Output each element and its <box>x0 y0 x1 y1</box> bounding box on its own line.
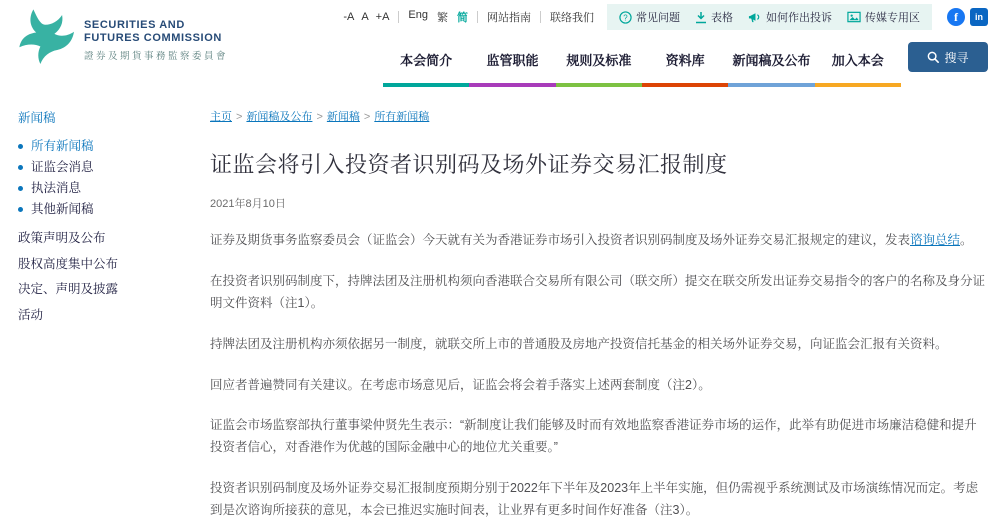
breadcrumb-link[interactable]: 新闻稿及公布 <box>246 111 313 123</box>
facebook-icon[interactable]: f <box>947 8 965 26</box>
breadcrumb-separator: > <box>236 111 243 123</box>
main-nav <box>383 40 901 87</box>
nav-item-规则及标准[interactable]: 规则及标准 <box>556 40 642 87</box>
language-option[interactable]: Eng <box>408 9 428 21</box>
nav-item-新闻稿及公布[interactable]: 新闻稿及公布 <box>728 40 814 87</box>
search-button[interactable] <box>908 42 988 72</box>
quick-link-如何作出投诉[interactable] <box>748 9 832 25</box>
sidebar-item-所有新闻稿[interactable]: 所有新闻稿 <box>18 136 198 157</box>
brand-name-line2: FUTURES COMMISSION <box>84 32 222 44</box>
article-date: 2021年8月10日 <box>210 198 286 210</box>
sidebar-item-证监会消息[interactable]: 证监会消息 <box>18 157 198 178</box>
nav-item-监管职能[interactable]: 监管职能 <box>469 40 555 87</box>
breadcrumb-separator: > <box>363 111 371 123</box>
article-body <box>210 230 988 522</box>
quick-link-传媒专用区[interactable] <box>847 9 920 25</box>
sidebar-links <box>18 226 198 328</box>
paragraph-text: 证券及期货事务监察委员会（证监会）今天就有关为香港证券市场引入投资者识别码制度及场外证券交易汇报规定的建议，发表 <box>210 233 911 247</box>
breadcrumb-separator: > <box>316 111 323 123</box>
utility-bar <box>343 5 988 29</box>
article-paragraph: 持牌法团及注册机构亦须依据另一制度，就联交所上市的普通股及房地产投资信托基金的相关场外证券交易，向证监会汇报有关资料。 <box>210 336 948 351</box>
quick-link-常见问题[interactable] <box>619 9 680 25</box>
megaphone-icon <box>748 11 762 24</box>
language-option[interactable]: 简 <box>457 12 468 24</box>
social-links <box>947 8 988 26</box>
sidebar-item-股权高度集中公布[interactable]: 股权高度集中公布 <box>18 256 119 271</box>
sidebar-item-执法消息[interactable]: 执法消息 <box>18 178 198 199</box>
language-option[interactable]: 繁 <box>437 12 448 24</box>
paragraph-text: 。 <box>960 233 973 247</box>
utility-link[interactable]: 网站指南 <box>487 12 531 24</box>
main-content <box>210 108 988 522</box>
divider <box>398 11 399 23</box>
article-paragraph <box>210 230 988 252</box>
search-button-label: 搜寻 <box>944 50 969 65</box>
font-size-control[interactable]: +A <box>375 11 390 23</box>
sidebar-item-其他新闻稿[interactable]: 其他新闻稿 <box>18 199 198 220</box>
font-size-control[interactable]: -A <box>343 11 355 23</box>
linkedin-icon[interactable]: in <box>970 8 988 26</box>
language-switcher <box>408 9 468 25</box>
divider <box>540 11 541 23</box>
article-paragraph: 投资者识别码制度及场外证券交易汇报制度预期分别于2022年下半年及2023年上半年实施，但仍需视乎系统测试及市场演练情况而定。考虑到是次谘询所接获的意见，本会已推迟实施时间表，让业界有更多时间作好准备（注3）。 <box>210 481 979 517</box>
utility-links <box>487 9 594 25</box>
media-icon <box>847 11 861 23</box>
sfc-logo-bird-icon <box>16 8 76 64</box>
sidebar-item-政策声明及公布[interactable]: 政策声明及公布 <box>18 231 106 245</box>
article-paragraph: 回应者普遍赞同有关建议。在考虑市场意见后，证监会将会着手落实上述两套制度（注2）。 <box>210 377 711 392</box>
sfc-logo[interactable] <box>16 8 228 64</box>
sidebar <box>18 108 198 328</box>
quick-link-表格[interactable] <box>695 9 733 25</box>
quick-links-bar <box>607 4 932 30</box>
brand-name-line1: SECURITIES AND <box>84 19 185 31</box>
sidebar-item-决定、声明及披露[interactable]: 决定、声明及披露 <box>18 282 119 296</box>
site-header <box>0 0 1000 90</box>
quick-link-label: 如何作出投诉 <box>766 12 832 24</box>
article-paragraph: 在投资者识别码制度下，持牌法团及注册机构须向香港联合交易所有限公司（联交所）提交在联交所发出证券交易指令的客户的名称及身分证明文件资料（注1）。 <box>210 273 986 310</box>
page-title: 证监会将引入投资者识别码及场外证券交易汇报制度 <box>210 152 728 177</box>
sidebar-sublist <box>18 136 198 220</box>
consultation-conclusions-link[interactable]: 谘询总结 <box>910 233 961 247</box>
brand-name-chinese: 證券及期貨事務監察委員會 <box>84 51 229 62</box>
utility-link[interactable]: 联络我们 <box>550 12 594 24</box>
nav-item-加入本会[interactable]: 加入本会 <box>815 40 901 87</box>
font-size-control[interactable]: A <box>361 11 369 23</box>
svg-text:?: ? <box>623 12 628 22</box>
download-icon <box>695 11 707 24</box>
quick-link-label: 常见问题 <box>636 12 680 24</box>
sidebar-section-press-releases[interactable]: 新闻稿 <box>18 111 56 125</box>
quick-link-label: 传媒专用区 <box>865 12 920 24</box>
divider <box>477 11 478 23</box>
quick-link-label: 表格 <box>711 12 733 24</box>
article-paragraph: 证监会市场监察部执行董事梁仲贤先生表示：“新制度让我们能够及时而有效地监察香港证券市场的运作，此举有助促进市场廉洁稳健和提升投资者信心，对香港作为优越的国际金融中心的地位尤关重要。” <box>210 418 977 455</box>
question-circle-icon <box>619 11 632 24</box>
nav-item-本会简介[interactable]: 本会简介 <box>383 40 469 87</box>
nav-item-资料库[interactable]: 资料库 <box>642 40 728 87</box>
sidebar-item-活动[interactable]: 活动 <box>18 307 44 322</box>
breadcrumb <box>210 108 988 124</box>
breadcrumb-link[interactable]: 主页 <box>210 111 232 123</box>
breadcrumb-link[interactable]: 新闻稿 <box>326 111 360 123</box>
font-size-controls <box>343 11 389 23</box>
breadcrumb-link[interactable]: 所有新闻稿 <box>374 111 430 123</box>
search-icon <box>927 51 939 63</box>
